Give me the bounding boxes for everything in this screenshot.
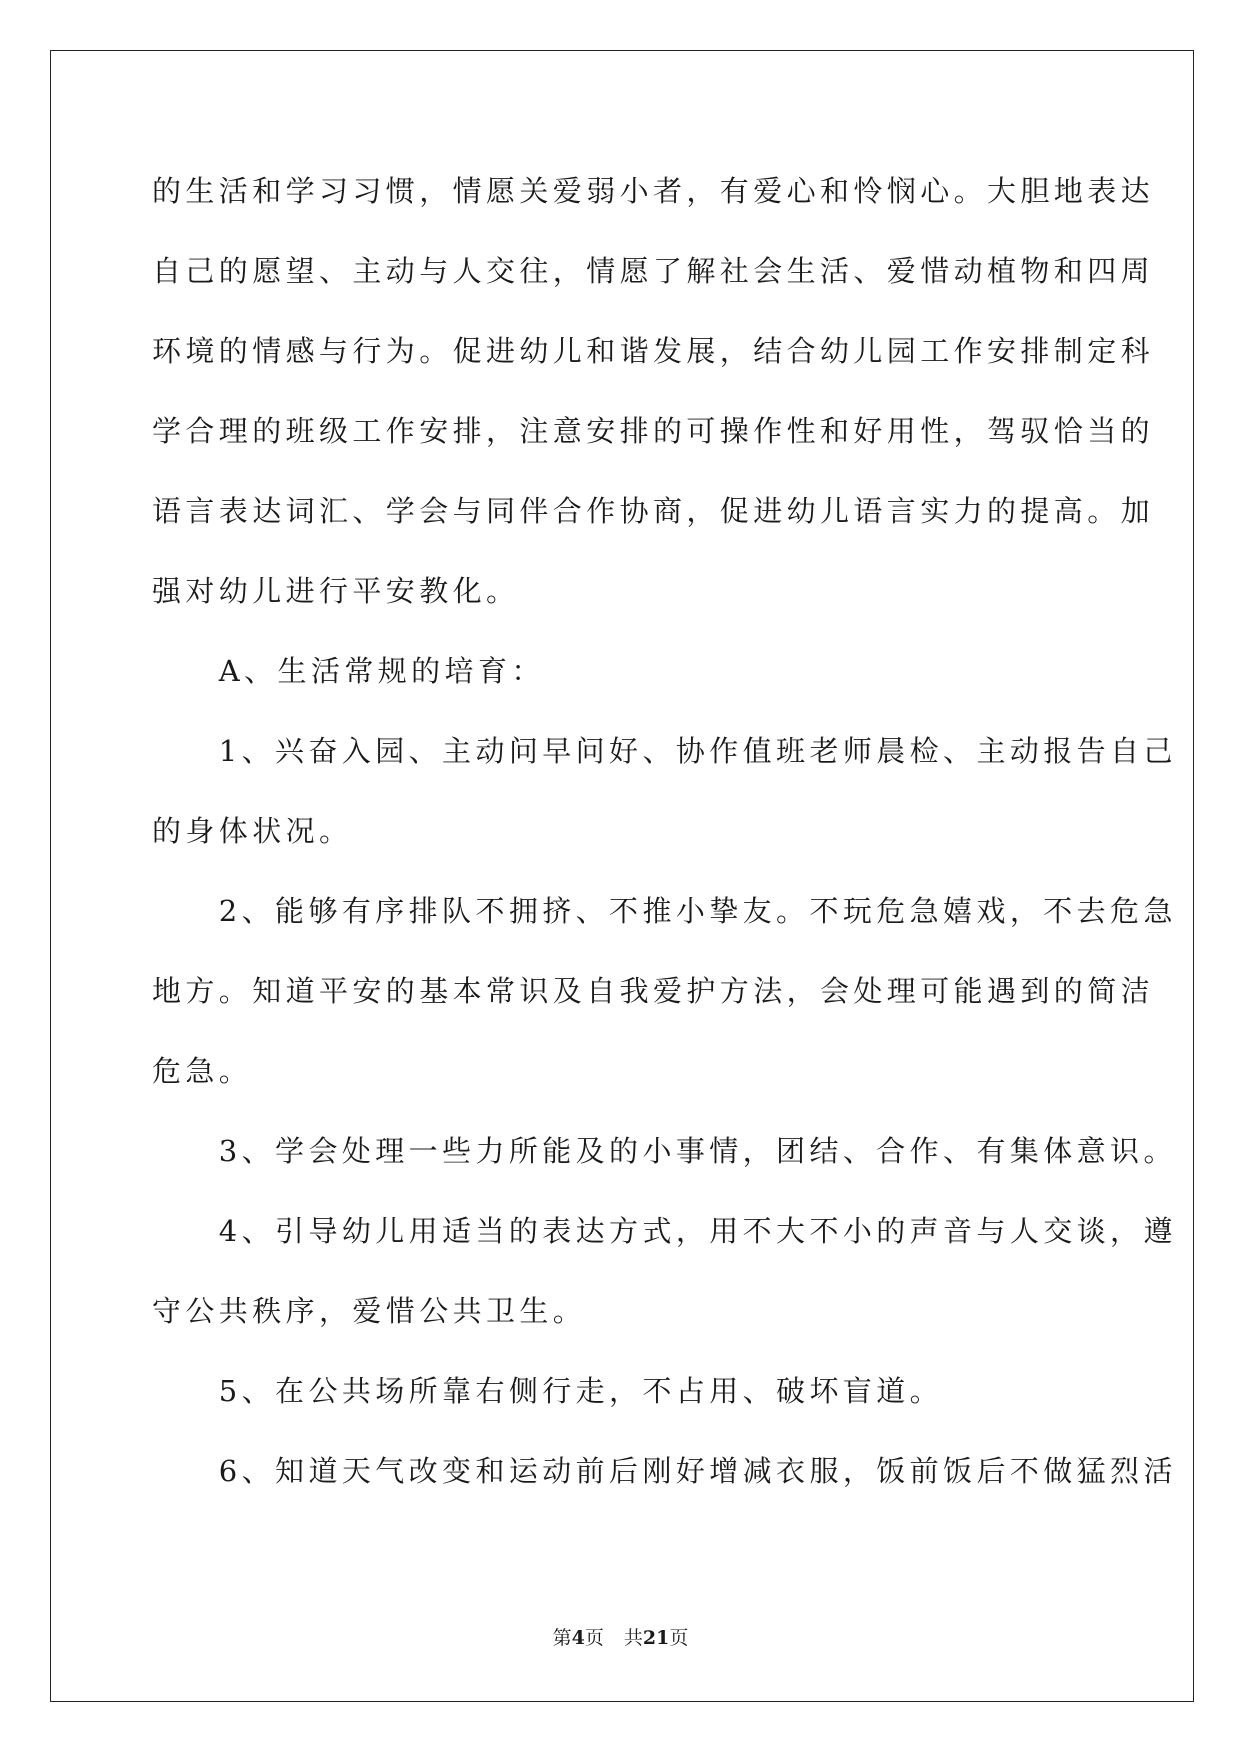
text-line: 守公共秩序，爱惜公共卫生。 [152,1294,587,1328]
list-item-line: 6、知道天气改变和运动前后刚好增减衣服，饭前饭后不做猛烈活 [152,1454,1177,1488]
text-line: 的生活和学习习惯，情愿关爱弱小者，有爱心和怜悯心。大胆地表达 [152,174,1155,208]
text-line: 语言表达词汇、学会与同伴合作协商，促进幼儿语言实力的提高。加 [152,494,1155,528]
section-heading: A、生活常规的培育： [152,654,545,688]
list-item-line: 3、学会处理一些力所能及的小事情，团结、合作、有集体意识。 [152,1134,1177,1168]
text-line: 学合理的班级工作安排，注意安排的可操作性和好用性，驾驭恰当的 [152,414,1155,448]
page-prefix: 第 [552,1627,572,1649]
page-current: 4 [571,1627,585,1649]
page-total: 21 [642,1627,670,1649]
text-line: 自己的愿望、主动与人交往，情愿了解社会生活、爱惜动植物和四周 [152,254,1155,288]
list-item-line: 5、在公共场所靠右侧行走，不占用、破坏盲道。 [152,1374,944,1408]
list-item-line: 2、能够有序排队不拥挤、不推小挚友。不玩危急嬉戏，不去危急 [152,894,1177,928]
text-line: 强对幼儿进行平安教化。 [152,574,520,608]
text-line: 危急。 [152,1054,253,1088]
text-line: 地方。知道平安的基本常识及自我爱护方法，会处理可能遇到的简洁 [152,974,1155,1008]
total-suffix: 页 [669,1627,689,1649]
page-footer [0,1626,1241,1650]
total-prefix: 共 [623,1627,643,1649]
page-suffix: 页 [584,1627,604,1649]
list-item-line: 4、引导幼儿用适当的表达方式，用不大不小的声音与人交谈，遵 [152,1214,1177,1248]
list-item-line: 1、兴奋入园、主动问早问好、协作值班老师晨检、主动报告自己 [152,734,1177,768]
text-line: 环境的情感与行为。促进幼儿和谐发展，结合幼儿园工作安排制定科 [152,334,1155,368]
text-line: 的身体状况。 [152,814,353,848]
